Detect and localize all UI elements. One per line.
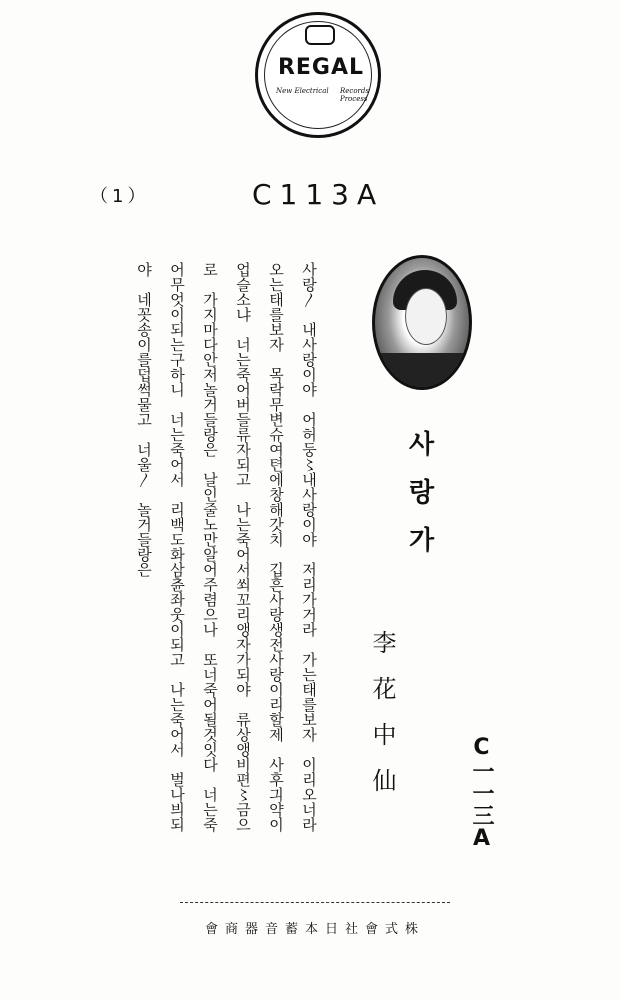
- lyric-line-2: 오는태를보자 목락무변슈여텬에창해갓치 깁흔사랑생전사랑이리할제 사후긔약이: [267, 262, 285, 832]
- label-sub-right: Records Process: [340, 87, 369, 103]
- lyric-line-4: 로 가지마다안저놀거들랑은 날인줄노만알어주렴으나 또너죽어될것잇다 너는죽: [201, 262, 219, 832]
- lyric-line-3: 업슬소냐 너는죽어버들류자되고 나는죽어서쐬꼬리앵자가되야 류상앵비편〻금으: [234, 262, 252, 832]
- regal-record-label: [255, 12, 381, 138]
- song-title: 사랑가: [404, 430, 434, 574]
- singer-name: 李花中仙: [368, 630, 396, 814]
- label-sub-left: New Electrical: [276, 87, 329, 95]
- label-emblem-icon: [305, 25, 335, 45]
- lyric-line-6: 야 네꼿송이를덥썩물고 너울〳 놀거들랑은: [135, 262, 153, 577]
- lyric-line-5: 어무엇이되는구하니 너는죽어서 리백도화삼츈좌웃이되고 나는죽어서 벌나븨되: [168, 262, 186, 832]
- publisher-footer: 株式會社日本蓄音器商會: [204, 922, 425, 937]
- disc-index: （1）: [90, 186, 150, 207]
- lyric-line-1: 사랑〳 내사랑이야 어허둥〻내사랑이야 저리가거라 가는태를보자 이리오너라: [300, 262, 318, 832]
- catalog-number: C113A: [252, 178, 385, 211]
- portrait-face: [405, 288, 447, 345]
- footer-divider: [180, 902, 450, 903]
- catalog-vertical: C一一三A: [469, 735, 494, 851]
- label-brand: REGAL: [277, 55, 365, 80]
- singer-portrait: [372, 255, 472, 390]
- portrait-clothing: [375, 353, 472, 390]
